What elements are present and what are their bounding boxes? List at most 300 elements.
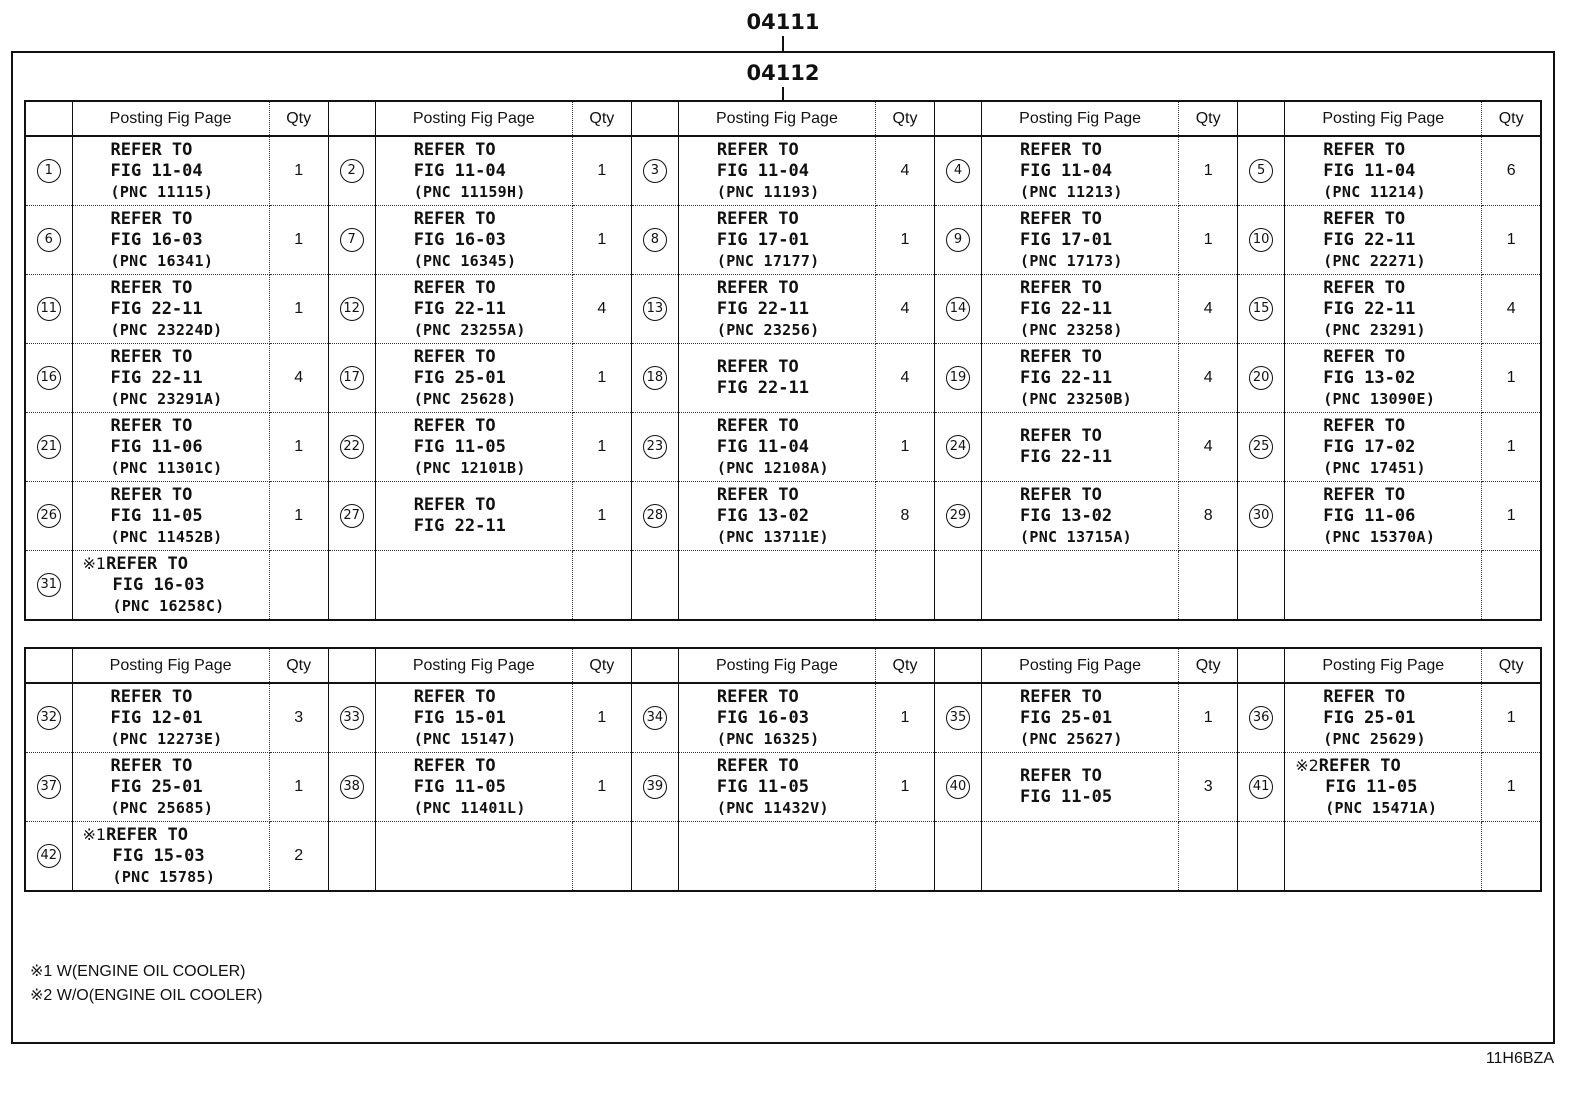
header-posting-fig-page: Posting Fig Page: [375, 101, 572, 136]
qty-cell: 1: [269, 482, 328, 551]
item-number-cell: [631, 822, 678, 892]
fig-reference: FIG 11-05: [413, 436, 506, 457]
fig-reference: FIG 11-05: [413, 776, 506, 797]
refer-to-text: REFER TO: [716, 277, 799, 298]
item-number-cell: [935, 413, 982, 482]
posting-fig-page-cell: [1285, 551, 1482, 621]
callout-number: 12: [340, 297, 364, 321]
fig-reference: FIG 16-03: [112, 575, 205, 595]
fig-reference: FIG 13-02: [716, 505, 809, 526]
refer-to-text: REFER TO: [1323, 139, 1406, 160]
refer-to-text: REFER TO: [1323, 346, 1406, 367]
callout-number: 39: [643, 775, 667, 799]
header-qty: Qty: [269, 101, 328, 136]
qty-cell: 1: [875, 683, 934, 753]
callout-number: 31: [37, 573, 61, 597]
item-number-cell: [935, 482, 982, 551]
item-number-cell: [935, 136, 982, 206]
item-number-cell: [631, 482, 678, 551]
posting-fig-page-cell: [678, 275, 875, 344]
refer-to-text: REFER TO: [1020, 139, 1102, 160]
qty-cell: 1: [572, 344, 631, 413]
item-number-cell: [25, 136, 72, 206]
pnc-code: (PNC 13090E): [1323, 389, 1436, 408]
pnc-code: (PNC 11432V): [716, 798, 829, 817]
refer-to-text: REFER TO: [413, 755, 496, 776]
posting-fig-page-cell: [678, 822, 875, 892]
qty-cell: 1: [1482, 206, 1541, 275]
qty-cell: 8: [1179, 482, 1238, 551]
refer-to-text: REFER TO: [413, 495, 496, 515]
qty-cell: 3: [1179, 753, 1238, 822]
qty-cell: 1: [875, 753, 934, 822]
fig-reference: FIG 16-03: [110, 229, 203, 250]
callout-number: 20: [1249, 366, 1273, 390]
fig-reference: FIG 11-04: [716, 160, 809, 181]
posting-fig-page-cell: [1285, 344, 1482, 413]
refer-to-text: REFER TO: [716, 415, 799, 436]
item-number-cell: [631, 551, 678, 621]
callout-number: 41: [1249, 775, 1273, 799]
callout-number: 4: [946, 159, 970, 183]
refer-to-text: REFER TO: [1020, 484, 1102, 505]
refer-to-text: REFER TO: [110, 139, 193, 160]
qty-cell: 1: [875, 413, 934, 482]
header-num-cell: [25, 648, 72, 683]
qty-cell: 2: [269, 822, 328, 892]
qty-cell: [269, 551, 328, 621]
fig-reference: FIG 13-02: [1020, 505, 1113, 526]
posting-fig-page-cell: [72, 136, 269, 206]
qty-cell: 1: [572, 683, 631, 753]
item-number-cell: [328, 344, 375, 413]
qty-cell: 1: [572, 753, 631, 822]
qty-cell: 1: [1179, 136, 1238, 206]
header-num-cell: [328, 101, 375, 136]
fig-reference: FIG 11-04: [110, 160, 203, 181]
item-number-cell: [25, 683, 72, 753]
pnc-code: (PNC 25685): [110, 798, 214, 817]
posting-fig-page-cell: [982, 551, 1179, 621]
posting-fig-page-cell: [1285, 482, 1482, 551]
posting-fig-page-cell: [1285, 136, 1482, 206]
posting-fig-page-cell: [982, 136, 1179, 206]
qty-cell: 1: [1179, 206, 1238, 275]
callout-number: 8: [643, 228, 667, 252]
fig-reference: FIG 11-04: [1020, 160, 1113, 181]
callout-number: 32: [37, 706, 61, 730]
posting-fig-page-cell: [982, 822, 1179, 892]
header-qty: Qty: [1482, 648, 1541, 683]
item-number-cell: [25, 822, 72, 892]
footnotes: [30, 960, 262, 1008]
refer-to-text: REFER TO: [716, 484, 799, 505]
callout-number: 42: [37, 844, 61, 868]
fig-reference: FIG 22-11: [110, 298, 203, 319]
header-posting-fig-page: Posting Fig Page: [375, 648, 572, 683]
posting-fig-page-cell: [982, 344, 1179, 413]
fig-reference: FIG 17-02: [1323, 436, 1416, 457]
item-number-cell: [935, 822, 982, 892]
posting-fig-page-cell: [375, 683, 572, 753]
qty-cell: 4: [1179, 344, 1238, 413]
pnc-code: (PNC 12108A): [716, 458, 829, 477]
leader-line-inner: [782, 87, 784, 101]
callout-number: 18: [643, 366, 667, 390]
item-number-cell: [935, 344, 982, 413]
posting-fig-page-cell: [982, 413, 1179, 482]
callout-number: 11: [37, 297, 61, 321]
refer-to-text: REFER TO: [110, 415, 193, 436]
item-number-cell: [1238, 683, 1285, 753]
posting-fig-page-cell: [375, 206, 572, 275]
footnote-2: ※2 W/O(ENGINE OIL COOLER): [30, 987, 263, 1004]
refer-to-text: REFER TO: [413, 415, 496, 436]
posting-fig-page-cell: [72, 413, 269, 482]
qty-cell: 1: [1482, 344, 1541, 413]
refer-to-text: REFER TO: [106, 825, 188, 845]
callout-number: 29: [946, 504, 970, 528]
pnc-code: (PNC 12101B): [413, 458, 526, 477]
callout-number: 16: [37, 366, 61, 390]
header-qty: Qty: [1179, 648, 1238, 683]
pnc-code: (PNC 25628): [413, 389, 517, 408]
callout-number: 36: [1249, 706, 1273, 730]
item-number-cell: [1238, 344, 1285, 413]
pnc-code: (PNC 23258): [1020, 320, 1123, 339]
posting-fig-page-cell: [1285, 822, 1482, 892]
item-number-cell: [1238, 206, 1285, 275]
fig-reference: FIG 13-02: [1323, 367, 1416, 388]
qty-cell: 1: [269, 275, 328, 344]
pnc-code: (PNC 23224D): [110, 320, 223, 339]
callout-number: 22: [340, 435, 364, 459]
header-qty: Qty: [572, 648, 631, 683]
callout-number: 14: [946, 297, 970, 321]
item-number-cell: [328, 206, 375, 275]
refer-to-text: REFER TO: [413, 139, 496, 160]
qty-cell: 4: [875, 344, 934, 413]
item-number-cell: [328, 136, 375, 206]
qty-cell: 6: [1482, 136, 1541, 206]
refer-to-text: REFER TO: [413, 346, 496, 367]
refer-to-text: REFER TO: [110, 755, 193, 776]
fig-reference: FIG 22-11: [716, 378, 809, 398]
refer-to-text: REFER TO: [1323, 484, 1406, 505]
assembly-label-outer: 04111: [746, 10, 820, 34]
item-number-cell: [935, 206, 982, 275]
fig-reference: FIG 17-01: [1020, 229, 1113, 250]
refer-to-text: REFER TO: [110, 686, 193, 707]
qty-cell: 4: [1482, 275, 1541, 344]
pnc-code: (PNC 11193): [716, 182, 820, 201]
item-number-cell: [631, 344, 678, 413]
table-row: [25, 683, 1541, 753]
posting-fig-page-cell: [982, 683, 1179, 753]
pnc-code: (PNC 11301C): [110, 458, 223, 477]
callout-number: 37: [37, 775, 61, 799]
qty-cell: 1: [269, 206, 328, 275]
header-posting-fig-page: Posting Fig Page: [72, 101, 269, 136]
posting-fig-page-cell: [1285, 275, 1482, 344]
header-posting-fig-page: Posting Fig Page: [1285, 101, 1482, 136]
posting-fig-page-cell: [72, 206, 269, 275]
pnc-code: (PNC 16341): [110, 251, 214, 270]
qty-cell: 1: [1482, 753, 1541, 822]
item-number-cell: [631, 753, 678, 822]
fig-reference: FIG 22-11: [1323, 229, 1416, 250]
callout-number: 24: [946, 435, 970, 459]
table-row: [25, 136, 1541, 206]
refer-to-text: REFER TO: [106, 554, 188, 574]
header-num-cell: [1238, 101, 1285, 136]
callout-number: 17: [340, 366, 364, 390]
callout-number: 6: [37, 228, 61, 252]
item-number-cell: [328, 413, 375, 482]
fig-reference: FIG 22-11: [1020, 367, 1113, 388]
pnc-code: (PNC 11159H): [413, 182, 526, 201]
item-number-cell: [631, 683, 678, 753]
posting-fig-page-cell: [678, 551, 875, 621]
item-number-cell: [631, 275, 678, 344]
refer-to-text: REFER TO: [110, 484, 193, 505]
qty-cell: 1: [572, 206, 631, 275]
pnc-code: (PNC 25627): [1020, 729, 1123, 748]
item-number-cell: [25, 344, 72, 413]
item-number-cell: [328, 551, 375, 621]
fig-reference: FIG 22-11: [1020, 298, 1113, 319]
fig-reference: FIG 25-01: [110, 776, 203, 797]
header-num-cell: [1238, 648, 1285, 683]
table-row: [25, 822, 1541, 892]
item-number-cell: [1238, 275, 1285, 344]
table-row: [25, 551, 1541, 621]
posting-fig-page-cell: [678, 206, 875, 275]
pnc-code: (PNC 11452B): [110, 527, 223, 546]
header-posting-fig-page: Posting Fig Page: [1285, 648, 1482, 683]
refer-to-text: REFER TO: [1020, 277, 1102, 298]
callout-number: 25: [1249, 435, 1273, 459]
posting-fig-page-cell: [72, 275, 269, 344]
refer-to-text: REFER TO: [1020, 346, 1102, 367]
refer-to-text: REFER TO: [413, 686, 496, 707]
fig-reference: FIG 22-11: [1020, 447, 1113, 467]
posting-fig-page-cell: [72, 683, 269, 753]
fig-reference: FIG 15-01: [413, 707, 506, 728]
pnc-code: (PNC 16345): [413, 251, 517, 270]
refer-to-text: REFER TO: [1323, 208, 1406, 229]
callout-number: 21: [37, 435, 61, 459]
qty-cell: 1: [572, 413, 631, 482]
item-number-cell: [935, 275, 982, 344]
refer-to-text: REFER TO: [413, 277, 496, 298]
item-number-cell: [25, 275, 72, 344]
header-num-cell: [631, 101, 678, 136]
posting-fig-page-cell: [1285, 413, 1482, 482]
posting-fig-page-cell: [72, 551, 269, 621]
callout-number: 28: [643, 504, 667, 528]
callout-number: 7: [340, 228, 364, 252]
posting-fig-page-cell: [678, 136, 875, 206]
posting-fig-page-cell: [72, 344, 269, 413]
pnc-code: (PNC 13715A): [1020, 527, 1133, 546]
header-qty: Qty: [875, 648, 934, 683]
header-qty: Qty: [269, 648, 328, 683]
posting-fig-page-cell: [1285, 753, 1482, 822]
callout-number: 5: [1249, 159, 1273, 183]
refer-to-text: REFER TO: [110, 277, 193, 298]
refer-to-text: REFER TO: [716, 357, 799, 377]
pnc-code: (PNC 11115): [110, 182, 214, 201]
refer-to-text: REFER TO: [1020, 686, 1102, 707]
fig-reference: FIG 11-04: [1323, 160, 1416, 181]
qty-cell: 4: [875, 275, 934, 344]
note-marker: ※1: [82, 825, 107, 844]
item-number-cell: [1238, 413, 1285, 482]
posting-fig-page-cell: [375, 413, 572, 482]
callout-number: 33: [340, 706, 364, 730]
item-number-cell: [631, 136, 678, 206]
item-number-cell: [1238, 482, 1285, 551]
item-number-cell: [328, 822, 375, 892]
item-number-cell: [1238, 753, 1285, 822]
pnc-code: (PNC 11213): [1020, 182, 1123, 201]
fig-reference: FIG 11-06: [1323, 505, 1416, 526]
header-qty: Qty: [875, 101, 934, 136]
callout-number: 35: [946, 706, 970, 730]
item-number-cell: [631, 206, 678, 275]
posting-fig-page-cell: [982, 206, 1179, 275]
item-number-cell: [25, 753, 72, 822]
qty-cell: 1: [269, 413, 328, 482]
header-num-cell: [631, 648, 678, 683]
qty-cell: 1: [1482, 482, 1541, 551]
qty-cell: 4: [1179, 275, 1238, 344]
qty-cell: 1: [572, 482, 631, 551]
fig-reference: FIG 15-03: [112, 846, 205, 866]
refer-to-text: REFER TO: [1323, 686, 1406, 707]
qty-cell: [1179, 822, 1238, 892]
refer-to-text: REFER TO: [1020, 208, 1102, 229]
item-number-cell: [1238, 551, 1285, 621]
table-row: [25, 753, 1541, 822]
qty-cell: [875, 551, 934, 621]
fig-reference: FIG 11-05: [1325, 777, 1418, 797]
fig-reference: FIG 17-01: [716, 229, 809, 250]
pnc-code: (PNC 17451): [1323, 458, 1426, 477]
qty-cell: [875, 822, 934, 892]
posting-fig-page-cell: [72, 482, 269, 551]
posting-fig-page-cell: [678, 413, 875, 482]
assembly-label-inner: 04112: [746, 61, 820, 85]
qty-cell: 4: [572, 275, 631, 344]
callout-number: 34: [643, 706, 667, 730]
pnc-code: (PNC 22271): [1323, 251, 1426, 270]
qty-cell: 1: [269, 753, 328, 822]
fig-reference: FIG 22-11: [716, 298, 809, 319]
fig-reference: FIG 11-05: [716, 776, 809, 797]
pnc-code: (PNC 12273E): [110, 729, 223, 748]
fig-reference: FIG 16-03: [716, 707, 809, 728]
qty-cell: 8: [875, 482, 934, 551]
header-posting-fig-page: Posting Fig Page: [982, 648, 1179, 683]
qty-cell: 1: [875, 206, 934, 275]
qty-cell: 1: [1179, 683, 1238, 753]
illustration-code: 11H6BZA: [1485, 1050, 1554, 1067]
qty-cell: 4: [269, 344, 328, 413]
refer-to-text: REFER TO: [1020, 426, 1102, 446]
fig-reference: FIG 11-06: [110, 436, 203, 457]
callout-number: 2: [340, 159, 364, 183]
refer-to-text: REFER TO: [716, 686, 799, 707]
header-posting-fig-page: Posting Fig Page: [982, 101, 1179, 136]
pnc-code: (PNC 23255A): [413, 320, 526, 339]
refer-to-text: REFER TO: [1323, 415, 1406, 436]
posting-fig-page-cell: [72, 753, 269, 822]
pnc-code: (PNC 11214): [1323, 182, 1426, 201]
item-number-cell: [25, 413, 72, 482]
qty-cell: [1482, 822, 1541, 892]
leader-line-outer: [782, 36, 784, 51]
fig-reference: FIG 11-05: [1020, 787, 1113, 807]
qty-cell: [1482, 551, 1541, 621]
header-row: [25, 648, 1541, 683]
header-num-cell: [935, 101, 982, 136]
table-row: [25, 275, 1541, 344]
fig-reference: FIG 25-01: [1323, 707, 1416, 728]
pnc-code: (PNC 17173): [1020, 251, 1123, 270]
pnc-code: (PNC 15785): [112, 868, 216, 886]
pnc-code: (PNC 25629): [1323, 729, 1426, 748]
item-number-cell: [328, 275, 375, 344]
header-posting-fig-page: Posting Fig Page: [678, 101, 875, 136]
posting-fig-page-cell: [375, 753, 572, 822]
item-number-cell: [25, 551, 72, 621]
header-qty: Qty: [1482, 101, 1541, 136]
table-row: [25, 482, 1541, 551]
fig-reference: FIG 22-11: [1323, 298, 1416, 319]
fig-reference: FIG 25-01: [413, 367, 506, 388]
callout-number: 9: [946, 228, 970, 252]
fig-reference: FIG 11-04: [413, 160, 506, 181]
item-number-cell: [935, 683, 982, 753]
posting-fig-page-cell: [72, 822, 269, 892]
header-posting-fig-page: Posting Fig Page: [72, 648, 269, 683]
posting-fig-page-cell: [375, 275, 572, 344]
posting-fig-page-cell: [678, 482, 875, 551]
pnc-code: (PNC 15471A): [1325, 799, 1438, 817]
header-row: [25, 101, 1541, 136]
posting-fig-page-cell: [375, 551, 572, 621]
callout-number: 30: [1249, 504, 1273, 528]
header-qty: Qty: [572, 101, 631, 136]
header-posting-fig-page: Posting Fig Page: [678, 648, 875, 683]
footnote-1: ※1 W(ENGINE OIL COOLER): [30, 963, 246, 980]
item-number-cell: [935, 551, 982, 621]
note-marker: ※2: [1295, 756, 1319, 775]
qty-cell: [572, 822, 631, 892]
refer-to-text: REFER TO: [716, 139, 799, 160]
fig-reference: FIG 12-01: [110, 707, 203, 728]
item-number-cell: [1238, 822, 1285, 892]
item-number-cell: [1238, 136, 1285, 206]
posting-fig-page-cell: [375, 822, 572, 892]
item-number-cell: [328, 753, 375, 822]
posting-fig-page-cell: [982, 753, 1179, 822]
refer-to-text: REFER TO: [1323, 277, 1406, 298]
callout-number: 26: [37, 504, 61, 528]
qty-cell: 4: [1179, 413, 1238, 482]
